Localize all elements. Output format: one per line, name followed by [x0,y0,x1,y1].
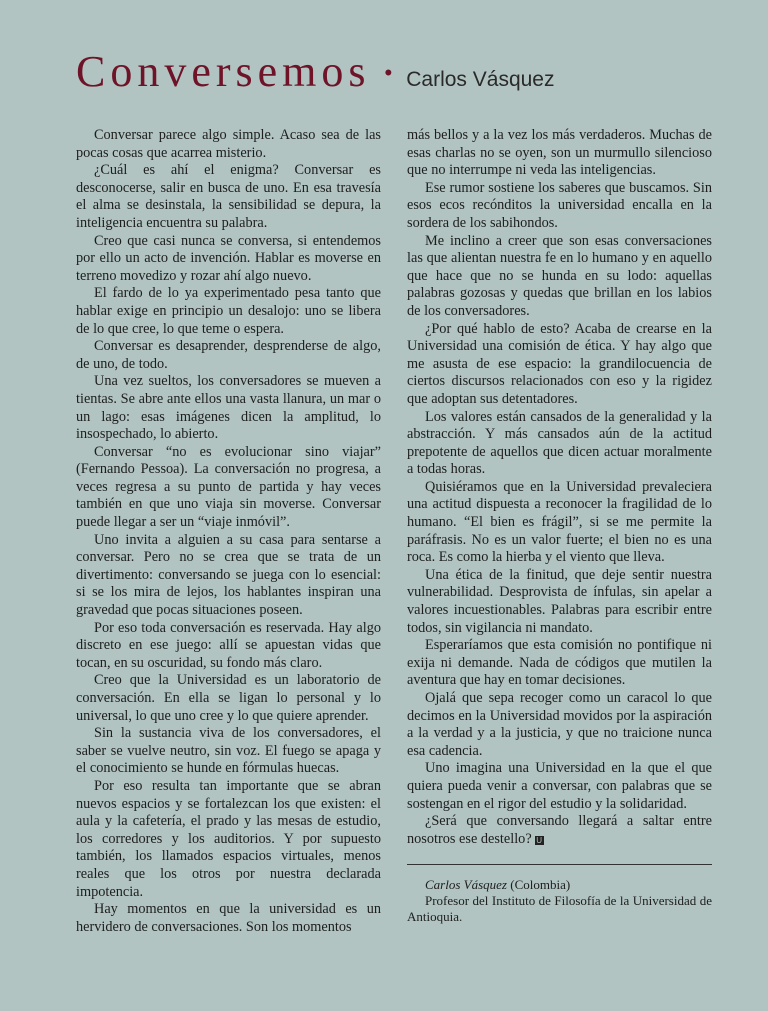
bio-role: Profesor del Instituto de Filosofía de la Universidad de Antioquia. [407,893,712,924]
bio-name: Carlos Vásquez [425,877,507,892]
paragraph: El fardo de lo ya experimentado pesa tanto que hablar exige en principio un desalojo: uno se libera de lo que cree, lo que teme o espera. [76,285,381,337]
paragraph: ¿Por qué hablo de esto? Acaba de crearse en la Universidad una comisión de ética. Y hay algo que me asusta de ese espacio: la grandilocuencia de ciertos discursos relacionados con eso y la rigidez que adoptan sus detentadores. [407,320,712,407]
paragraph-text: ¿Será que conversando llegará a saltar entre nosotros ese destello? [407,813,712,847]
paragraph: Ojalá que sepa recoger como un caracol lo que decimos en la Universidad movidos por la aspiración a la verdad y a la justicia, y que no traicione nunca esa cadencia. [407,690,712,759]
paragraph: Conversar “no es evolucionar sino viajar” (Fernando Pessoa). La conversación no progresa, a veces regresa a su punto de partida y hay veces también en que uno viaja sin moverse. Conversar puede llegar a ser un “viaje inmóvil”. [76,443,381,531]
right-column [407,127,712,848]
paragraph: Los valores están cansados de la generalidad y la abstracción. Y más cansados aún de la actitud prepotente de aquellos que dicen actuar moralmente a todas horas. [407,408,712,478]
paragraph: Conversar es desaprender, desprenderse de algo, de uno, de todo. [76,338,381,372]
paragraph: Quisiéramos que en la Universidad prevaleciera una actitud dispuesta a reconocer la fragilidad de lo humano. “El bien es frágil”, si se me permite la paráfrasis. No es un valor fuerte; el bien no es una roca. Es como la hierba y el viento que lleva. [407,478,712,566]
paragraph: Hay momentos en que la universidad es un hervidero de conversaciones. Son los momentos [76,901,381,935]
bio-country: (Colombia) [506,877,571,892]
paragraph: Uno imagina una Universidad en la que el que quiera pueda venir a conversar, con palabras que se sostengan en el rigor del estudio y la solidaridad. [407,760,712,812]
paragraph: Una ética de la finitud, que deje sentir nuestra vulnerabilidad. Desprovista de ínfulas, sin apelar a valores incuestionables. Palabras para escribir entre todos, sin vigilancia ni mandato. [407,566,712,636]
author-bio [407,877,712,925]
paragraph: más bellos y a la vez los más verdaderos. Muchas de esas charlas no se oyen, son un murmullo silencioso que no interrumpe ni veda las inteligencias. [407,127,712,179]
paragraph: Por eso resulta tan importante que se abran nuevos espacios y se fortalezcan los que existen: el aula y la cafetería, el prado y las mesas de estudio, los corredores y los auditorios. Y por supuesto también, los llamados espacios virtuales, menos reales que los otros por nuestra declarada impotencia. [76,777,381,900]
left-column [76,127,381,936]
paragraph: Me inclino a creer que son esas conversaciones las que alientan nuestra fe en lo humano y en aquello que hace que no se hunda en su lodo: aquellas palabras gozosas y quedas que brillan en los labios de los conversadores. [407,232,712,319]
bio-name-line [407,877,712,893]
paragraph: Conversar parece algo simple. Acaso sea de las pocas cosas que acarrea misterio. [76,127,381,161]
header-author: Carlos Vásquez [406,68,555,91]
paragraph: Ese rumor sostiene los saberes que buscamos. Sin esos ecos recónditos la universidad encalla en la sordera de los sabihondos. [407,179,712,231]
end-of-article-icon: U [536,835,543,845]
paragraph: Creo que la Universidad es un laboratorio de conversación. En ella se ligan lo personal y lo universal, lo que uno cree y lo que quiere aprender. [76,672,381,724]
paragraph: Uno invita a alguien a su casa para sentarse a conversar. Pero no se crea que se trata de un divertimento: conversando se juega con lo esencial: si se los mira de lejos, los hablantes inspiran una gravedad que pocas situaciones poseen. [76,531,381,619]
article-title: Conversemos [76,47,371,96]
paragraph: Creo que casi nunca se conversa, si entendemos por ello un acto de invención. Hablar es moverse en terreno movedizo y rozar ahí algo nuevo. [76,232,381,284]
article-header [76,47,555,96]
paragraph: Por eso toda conversación es reservada. Hay algo discreto en ese juego: allí se apuestan vidas que tocan, en su oscuridad, su fondo más claro. [76,619,381,671]
bio-divider [407,864,712,865]
paragraph: Esperaríamos que esta comisión no pontifique ni exija ni demande. Nada de códigos que mutilen la aventura que hay en tomar decisiones. [407,637,712,689]
paragraph: Sin la sustancia viva de los conversadores, el saber se vuelve neutro, sin voz. El fuego se apaga y el conocimiento se hunde en fórmulas huecas. [76,725,381,777]
paragraph: Una vez sueltos, los conversadores se mueven a tientas. Se abre ante ellos una vasta llanura, un mar o un lago: esas imágenes dicen la amplitud, lo insospechado, lo abierto. [76,373,381,443]
paragraph: ¿Cuál es ahí el enigma? Conversar es desconocerse, salir en busca de uno. En esa travesía el alma se desinstala, la sensibilidad se depura, la inteligencia encuentra su palabra. [76,162,381,231]
last-paragraph [407,813,712,848]
title-separator-bullet: • [384,60,393,85]
